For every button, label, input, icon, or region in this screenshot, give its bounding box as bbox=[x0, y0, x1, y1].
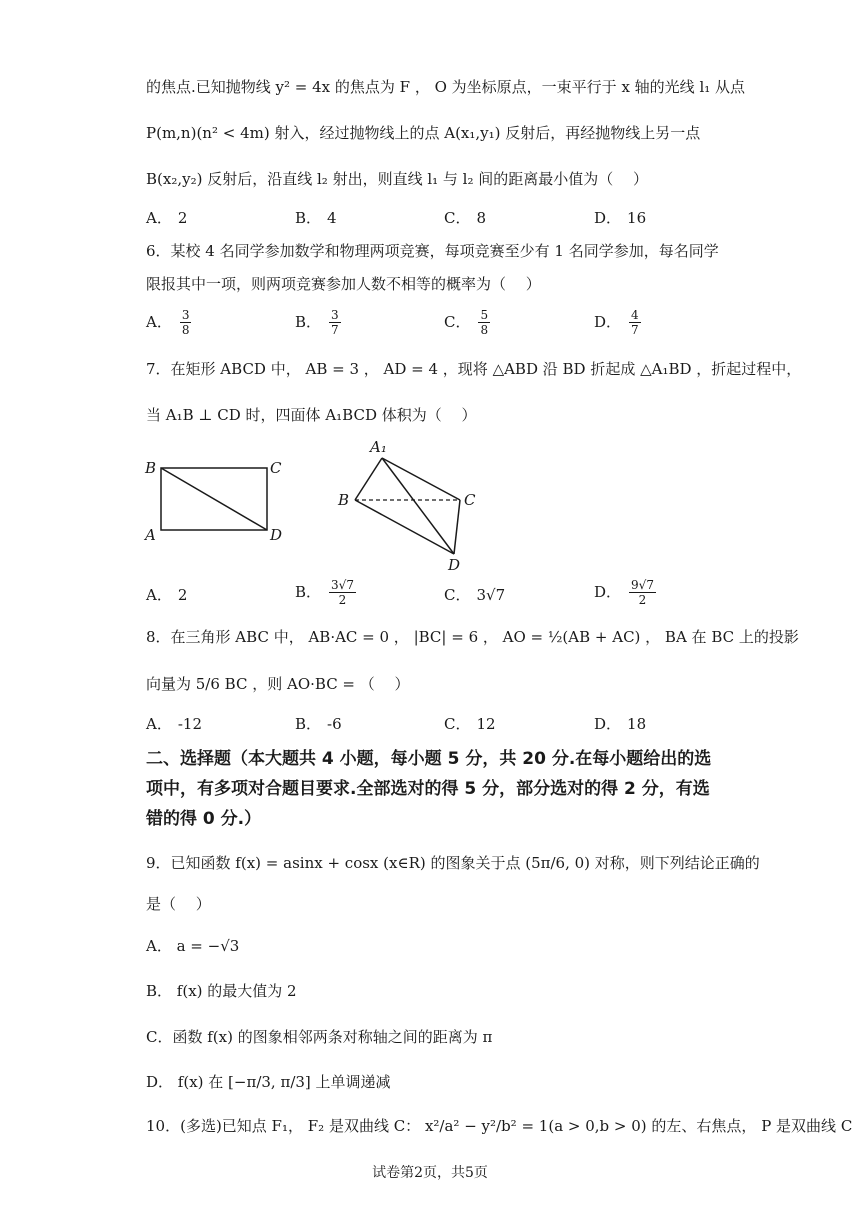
q7-option-b[interactable] bbox=[295, 578, 358, 607]
q5-option-d[interactable] bbox=[594, 207, 646, 229]
q5-text-line-1: 的焦点.已知抛物线 y² = 4x 的焦点为 F ， O 为坐标原点，一束平行于 x 轴的光线 l₁ 从点 bbox=[146, 78, 746, 96]
edge-cd bbox=[454, 500, 460, 554]
fraction bbox=[629, 578, 656, 607]
option-value: 2 bbox=[177, 209, 188, 227]
label-d: D bbox=[270, 526, 283, 544]
option-value: 18 bbox=[627, 715, 647, 733]
option-value: 8 bbox=[476, 209, 487, 227]
option-label: A． bbox=[146, 586, 172, 604]
section-2-heading: 二、选择题（本大题共 4 小题，每小题 5 分，共 20 分.在每小题给出的选项中，有多项对合题目要求.全部选对的得 5 分，部分选对的得 2 分，有选错的得 0 分.） bbox=[146, 749, 712, 829]
option-value: -12 bbox=[177, 715, 202, 733]
fraction-denominator: 7 bbox=[331, 323, 339, 337]
option-value: 16 bbox=[627, 209, 647, 227]
fraction-denominator: 8 bbox=[181, 323, 190, 337]
q7-option-d[interactable] bbox=[594, 578, 658, 607]
q7-text-line-2: 当 A₁B ⊥ CD 时，四面体 A₁BCD 体积为（ ） bbox=[146, 406, 477, 424]
q8-option-c[interactable] bbox=[444, 713, 496, 735]
q6-option-a[interactable] bbox=[146, 308, 193, 337]
q5-text-line-2: P(m,n)(n² < 4m) 射入，经过抛物线上的点 A(x₁,y₁) 反射后，再经抛物线上另一点 bbox=[146, 124, 701, 142]
option-label: D． bbox=[594, 312, 622, 331]
page-footer: 试卷第2页，共5页 bbox=[372, 1165, 488, 1181]
option-value: 3√7 bbox=[476, 586, 506, 604]
label-c: C bbox=[464, 491, 476, 509]
option-label: C． bbox=[444, 586, 471, 604]
q10-text-line-1: 10．(多选)已知点 F₁， F₂ 是双曲线 C： x²/a² − y²/b² = 1(a > 0,b > 0) 的左、右焦点， P 是双曲线 C bbox=[146, 1117, 853, 1135]
option-value: 2 bbox=[177, 586, 188, 604]
label-d: D bbox=[448, 556, 461, 574]
q9-option-d[interactable]: D． f(x) 在 [−π/3, π/3] 上单调递减 bbox=[146, 1073, 391, 1091]
option-label: B． bbox=[295, 582, 322, 601]
fraction-numerator: 5 bbox=[480, 308, 489, 322]
option-value: -6 bbox=[327, 715, 342, 733]
fraction-denominator: 7 bbox=[631, 323, 639, 337]
q8-option-b[interactable] bbox=[295, 713, 342, 735]
option-label: B． bbox=[295, 209, 322, 227]
fraction-denominator: 2 bbox=[638, 593, 647, 607]
tetrahedron-figure bbox=[330, 436, 490, 574]
q8-text-line-2: 向量为 5/6 BC ，则 AO·BC = （ ） bbox=[146, 675, 410, 693]
q8-text-line-1: 8．在三角形 ABC 中， AB·AC = 0 ， |BC| = 6 ， AO = ½(AB + AC) ， BA 在 BC 上的投影 bbox=[146, 628, 799, 646]
edge-bd bbox=[355, 500, 454, 554]
q5-text-line-3: B(x₂,y₂) 反射后，沿直线 l₂ 射出，则直线 l₁ 与 l₂ 间的距离最小值为（ ） bbox=[146, 170, 649, 188]
q9-option-c[interactable]: C．函数 f(x) 的图象相邻两条对称轴之间的距离为 π bbox=[146, 1028, 493, 1046]
option-label: D． bbox=[594, 209, 622, 227]
option-label: D． bbox=[594, 582, 622, 601]
q7-option-a[interactable] bbox=[146, 584, 187, 606]
edge-a1c bbox=[382, 458, 460, 500]
option-label: C． bbox=[444, 312, 471, 331]
fraction bbox=[329, 308, 341, 337]
edge-a1d bbox=[382, 458, 454, 554]
edge-ba1 bbox=[355, 458, 382, 500]
q7-option-c[interactable] bbox=[444, 584, 505, 606]
diagonal-bd bbox=[161, 468, 267, 530]
fraction-denominator: 8 bbox=[480, 323, 489, 337]
q6-option-b[interactable] bbox=[295, 308, 343, 337]
rectangle-abcd-figure bbox=[140, 450, 290, 550]
label-b: B bbox=[338, 491, 350, 509]
option-value: 12 bbox=[476, 715, 496, 733]
option-label: A． bbox=[146, 312, 172, 331]
q9-option-a[interactable]: A． a = −√3 bbox=[146, 937, 240, 955]
option-label: B． bbox=[295, 312, 322, 331]
label-a1: A₁ bbox=[370, 438, 387, 456]
option-label: B． bbox=[295, 715, 322, 733]
fraction-numerator: 4 bbox=[631, 308, 639, 322]
fraction-numerator: 9√7 bbox=[631, 578, 654, 592]
q6-option-c[interactable] bbox=[444, 308, 492, 337]
fraction-numerator: 3√7 bbox=[331, 578, 354, 592]
option-label: D． bbox=[594, 715, 622, 733]
option-label: C． bbox=[444, 715, 471, 733]
q9-text-line-2: 是（ ） bbox=[146, 895, 211, 913]
q7-text-line-1: 7．在矩形 ABCD 中， AB = 3 ， AD = 4 ，现将 △ABD 沿 BD 折起成 △A₁BD ，折起过程中， bbox=[146, 360, 802, 378]
fraction-denominator: 2 bbox=[338, 593, 347, 607]
q5-option-b[interactable] bbox=[295, 207, 337, 229]
q8-option-a[interactable] bbox=[146, 713, 202, 735]
q6-text-line-2: 限报其中一项，则两项竞赛参加人数不相等的概率为（ ） bbox=[146, 275, 541, 293]
fraction-numerator: 3 bbox=[181, 308, 190, 322]
label-b: B bbox=[145, 459, 157, 477]
fraction bbox=[180, 308, 192, 337]
fraction bbox=[629, 308, 641, 337]
q8-option-d[interactable] bbox=[594, 713, 646, 735]
option-value: 4 bbox=[327, 209, 337, 227]
q9-option-b[interactable]: B． f(x) 的最大值为 2 bbox=[146, 982, 297, 1000]
fraction-numerator: 3 bbox=[331, 308, 339, 322]
option-label: C． bbox=[444, 209, 471, 227]
q6-text-line-1: 6．某校 4 名同学参加数学和物理两项竞赛，每项竞赛至少有 1 名同学参加，每名同学 bbox=[146, 242, 719, 260]
q6-option-d[interactable] bbox=[594, 308, 643, 337]
label-a: A bbox=[145, 526, 156, 544]
q5-option-a[interactable] bbox=[146, 207, 187, 229]
q5-option-c[interactable] bbox=[444, 207, 486, 229]
option-label: A． bbox=[146, 209, 172, 227]
q9-text-line-1: 9．已知函数 f(x) = asinx + cosx (x∈R) 的图象关于点 (5π/6, 0) 对称，则下列结论正确的 bbox=[146, 854, 760, 872]
fraction bbox=[329, 578, 356, 607]
option-label: A． bbox=[146, 715, 172, 733]
label-c: C bbox=[270, 459, 282, 477]
fraction bbox=[478, 308, 490, 337]
